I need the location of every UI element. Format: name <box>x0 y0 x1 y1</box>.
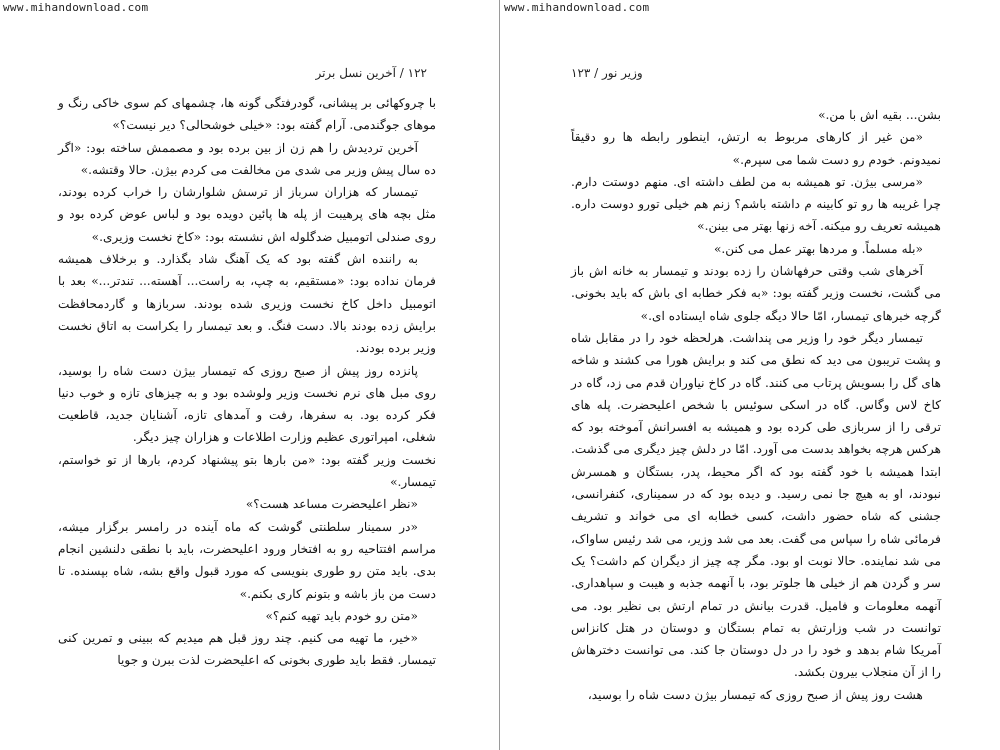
paragraph: «بله مسلماً. و مردها بهتر عمل می کنن.» <box>713 241 923 256</box>
paragraph: به راننده اش گفته بود که یک آهنگ شاد بگذارد. و برخلاف همیشه فرمان نداده بود: «مستقیم، به چپ، به راست... آهسته... تندتر...» بعد با اتومبیل داخل کاخ نخست وزیری شده بودند. سربازها و گاردمحافظت برایش زده بودند بالا. دست فنگ. و بعد تیمسار را یکراست به اتاق نخست وزیر برده بودند. <box>58 252 436 356</box>
paragraph: تیمسار دیگر خود را وزیر می پنداشت. هرلحظه خود را در مقابل شاه و پشت تریبون می دید که نطق می کند و برایش هورا می کشند و شاخه های گل را بسویش پرتاب می کنند. گاه در کاخ نیاوران قدم می زد، گاه در کاخ لاس وگاس. گاه در اسکی سوئیس با شخص اعلیحضرت. پله های ترقی را از سربازی طی کرده بود و همیشه به افسرانش آموخته بود که هرکس هرچه بخواهد بدست می آورد. امّا در دلش چیز دیگری می گذشت. ابتدا همیشه با خود گفته بود که اگر محیط، پدر، بستگان و همسرش نبودند، او به هیچ جا نمی رسید. و دیده بود که در سمیناری، کنفرانسی، جشنی که شاه حضور داشت، کسی خطابه ای می خواند و تشریف فرمائی شاه را سپاس می گفت. بعد می شد وزیر، می شد رئیس ساواک، می شد نماینده. حالا نوبت او بود. مگر چه چیز از دیگران کم داشت؟ یک سر و گردن هم از خیلی ها جلوتر بود، با آنهمه جذبه و هیبت و سپاهداری. آنهمه معلومات و فامیل. قدرت بیانش در تمام ارتش بی نظیر بود. می توانست در شب وزارتش به تمام بستگان و دوستان در هتل کانزاس آمریکا شام بدهد و خود را در دل دوستان جا کند. می توانست دخترهاش را از آن منجلاب بیرون بکشد. <box>571 330 941 680</box>
site-watermark: www.mihandownload.com <box>504 1 650 14</box>
paragraph: پانزده روز پیش از صبح روزی که تیمسار بیژن دست شاه را بوسید، روی مبل های نرم نخست وزیر ولوشده بود و به چیزهای تازه و خوب دنیا فکر کرده بود. به سفرها، رفت و آمدهای تازه، آشنایان جدید، قاطعیت شغلی، امپراتوری عظیم وزارت اطلاعات و هزاران چیز دیگر. <box>58 363 436 445</box>
right-page <box>501 0 1000 750</box>
paragraph: «در سمینار سلطنتی گوشت که ماه آینده در رامسر برگزار میشه، مراسم افتتاحیه رو به افتخار ورود اعلیحضرت، باید با نطقی دلنشین انجام بدی. باید متن رو طوری بنویسی که مورد قبول واقع بشه، شاه بپسنده. تا دست من باز باشه و بتونم کاری بکنم.» <box>58 519 436 601</box>
left-body-text <box>58 92 436 672</box>
right-body-text <box>571 104 941 706</box>
paragraph: «متن رو خودم باید تهیه کنم؟» <box>265 608 418 623</box>
paragraph: «من غیر از کارهای مربوط به ارتش، اینطور رابطه ها رو دقیقاً نمیدونم. خودم رو دست شما می سپرم.» <box>571 130 941 167</box>
paragraph: بشن... بقیه اش با من.» <box>818 108 941 122</box>
paragraph: نخست وزیر گفته بود: «من بارها بتو پیشنهاد کردم، بارها از تو خواستم، تیمسار.» <box>58 452 436 490</box>
paragraph: «خیر، ما تهیه می کنیم. چند روز قبل هم میدیم که ببینی و تمرین کنی تیمسار. فقط باید طوری بخونی که اعلیحضرت لذت ببرن و جویا <box>58 631 436 668</box>
paragraph: آخرین تردیدش را هم زن از بین برده بود و مصممش ساخته بود: «اگر ده سال پیش وزیر می شدی من مخالفت می کردم بیژن. حالا وقتشه.» <box>58 140 436 177</box>
right-running-head: وزیر نور / ۱۲۳ <box>571 66 643 80</box>
paragraph: تیمسار که هزاران سرباز از ترسش شلوارشان را خراب کرده بودند، مثل بچه های پرهیبت از پله ها پائین دویده بود و لباس عوض کرده بود و روی صندلی اتومبیل ضدگلوله اش نشسته بود: «کاخ نخست وزیری.» <box>58 185 436 244</box>
site-watermark: www.mihandownload.com <box>3 1 149 14</box>
left-running-head: ۱۲۲ / آخرین نسل برتر <box>315 66 427 80</box>
paragraph: با چروکهائی بر پیشانی، گودرفتگی گونه ها، چشمهای کم سوی خاکی رنگ و موهای جوگندمی. آرام گفته بود: «خیلی خوشحالی؟ دیر نیست؟» <box>58 96 436 133</box>
paragraph: «مرسی بیژن. تو همیشه به من لطف داشته ای. منهم دوستت دارم. چرا غریبه ها رو تو کابینه م داشته باشم؟ زنم هم خیلی تورو دوست داره. همیشه تعریف رو میکنه. آخه زنها بهتر می بینن.» <box>571 174 941 234</box>
paragraph: «نظر اعلیحضرت مساعد هست؟» <box>245 497 418 512</box>
paragraph: هشت روز پیش از صبح روزی که تیمسار بیژن دست شاه را بوسید، <box>587 687 923 702</box>
paragraph: آخرهای شب وقتی حرفهاشان را زده بودند و تیمسار به خانه اش باز می گشت، نخست وزیر گفته بود: «به فکر خطابه ای باش که باید بخونی. گرچه خبرهای تیمسار، امّا حالا دیگه جلوی شاه ایستاده ای.» <box>571 264 941 323</box>
